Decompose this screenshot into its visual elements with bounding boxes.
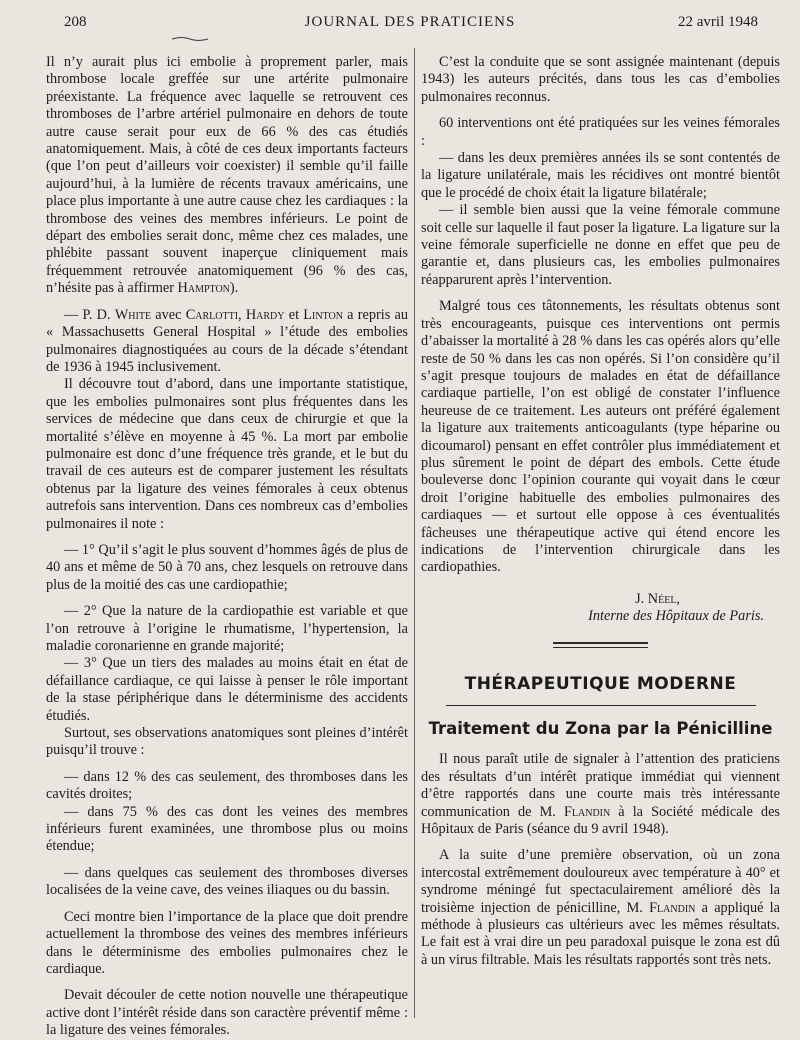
paragraph: — P. D. White avec Carlotti, Hardy et Linton a repris au « Massachusetts General Hospital » l’étude des embolies pulmonaires diagnostiquées au cours de la décade s’étendant de 1936 à 1945 inclusivement.: [46, 306, 408, 375]
paragraph: Malgré tous ces tâtonnements, les résultats obtenus sont très encourageants, puisque ces interventions ont permis d’abaisser la mortalité à 28 % dans les cas opérés alors qu’elle reste de 50 % dans les cas non opérés. Si l’on considère qu’il s’agit presque toujours de malades en état de défaillance cardiaque partielle, l’on est obligé de constater l’influence heureuse de ce traitement. Les auteurs ont préféré également la ligature aux traitements anticoagulants (type héparine ou dicoumarol) pensant en effet contrôler plus immédiatement et plus sûrement le point de départ des embols. Cette étude bouleverse donc l’opinion courante qui voyait dans le cœur droit l’origine habituelle des embolies pulmonaires des cardiaques — et surtout elle oppose à ces éventualités fâcheuses une thérapeutique active qui étend encore les indications de l’intervention chirurgicale dans les cardiopathies.: [421, 298, 780, 576]
paragraph: — 2° Que la nature de la cardiopathie est variable et que l’on retrouve à l’origine le rhumatisme, l’hypertension, la maladie coronarienne en grande majorité;: [46, 603, 408, 654]
section-divider: [553, 642, 648, 648]
author-name: Flandin: [563, 803, 611, 820]
paragraph: 60 interventions ont été pratiquées sur les veines fémorales :: [421, 115, 780, 149]
article-title: Traitement du Zona par la Pénicilline: [428, 719, 773, 738]
paragraph: — dans quelques cas seulement des thromboses diverses localisées de la veine cave, des veines iliaques ou du bassin.: [46, 864, 408, 899]
author-name: Hampton: [177, 280, 230, 297]
paragraph: Ceci montre bien l’importance de la place que doit prendre actuellement la thrombose des veines des membres inférieurs dans le déterminisme des embolies pulmonaires chez le cardiaque.: [46, 908, 408, 977]
paragraph: A la suite d’une première observation, où un zona intercostal extrêmement douloureux avec température à 40° et syndrome méningé fut spectaculairement amélioré dès la troisième injection de pénicilline, M. Flandin a appliqué la méthode à plusieurs cas ultérieurs avec les mêmes résultats. Le fait est à vrai dire un peu paradoxal puisque le zona est dû à un virus filtrable. Mais les résultats rapportés sont très nets.: [421, 847, 780, 968]
column-divider: [414, 48, 415, 1018]
paragraph: C’est la conduite que se sont assignée maintenant (depuis 1943) les auteurs précités, dans tous les cas d’embolies pulmonaires reconnus.: [421, 54, 780, 105]
page-number: 208: [64, 14, 87, 30]
paragraph: Il nous paraît utile de signaler à l’attention des praticiens des résultats d’un intérêt pratique immédiat qui viennent d’être rapportés dans une courte mais très intéressante communication de M. Flandin à la Société médicale des Hôpitaux de Paris (séance du 9 avril 1948).: [421, 751, 780, 838]
paragraph: — 1° Qu’il s’agit le plus souvent d’hommes âgés de plus de 40 ans et même de 50 à 70 ans, chez lesquels on retrouve dans plus de la moitié des cas une cardiopathie;: [46, 541, 408, 593]
paragraph: Il n’y aurait plus ici embolie à proprement parler, mais thrombose locale greffée sur une artérite pulmonaire préexistante. La fréquence avec laquelle se retrouvent ces thromboses de l’arbre artériel pulmonaire en dehors de toute autre cause serait pour eux de 66 % des cas étudiés anatomiquement. Mais, à côté de ces deux importants facteurs (que l’on peut d’ailleurs voir coexister) il semble qu’il faille aujourd’hui, à la lumière de récents travaux américains, une place plus importante à une autre cause chez les cardiaques : la thrombose des veines des membres inférieurs. Le point de départ des embolies serait donc, même chez ces malades, une phlébite passant souvent inaperçue cliniquement mais fréquemment retrouvée anatomiquement (96 % des cas, n’hésite pas à affirmer Hampton).: [46, 54, 408, 297]
paragraph: — dans les deux premières années ils se sont contentés de la ligature unilatérale, mais les récidives ont montré bientôt que le procédé de choix était la ligature bilatérale;: [421, 150, 780, 201]
paragraph: Il découvre tout d’abord, dans une importante statistique, que les embolies pulmonaires sont plus fréquentes dans les services de médecine que dans ceux de chirurgie et que la mortalité s’élève en moyenne à 45 %. La mort par embolie pulmonaire est donc d’une fréquence très grande, et le but du travail de ces auteurs est de comparer justement les résultats obtenus par la ligature des veines fémorales à ceux obtenus autrefois sans intervention. Dans ces nombreux cas d’embolies pulmonaires il note :: [46, 376, 408, 532]
page-header: [50, 8, 770, 38]
paragraph: Devait découler de cette notion nouvelle une thérapeutique active dont l’intérêt réside dans son caractère préventif même : la ligature des veines fémorales.: [46, 987, 408, 1039]
author-name: Flandin: [649, 899, 696, 916]
author-name: Linton: [303, 306, 343, 323]
journal-title: JOURNAL DES PRATICIENS: [304, 14, 516, 30]
section-rule: [446, 705, 756, 706]
paragraph: — 3° Que un tiers des malades au moins était en état de défaillance cardiaque, ce qui laisse à penser le rôle important de la stase périphérique dans le déterminisme des accidents étudiés.: [46, 655, 408, 724]
signature-name: J. Néel,: [635, 590, 680, 607]
signature-role: Interne des Hôpitaux de Paris.: [588, 608, 764, 625]
section-title: THÉRAPEUTIQUE MODERNE: [464, 673, 737, 694]
paragraph: — dans 75 % des cas dont les veines des membres inférieurs furent examinées, une thrombose plus ou moins étendue;: [46, 803, 408, 855]
paragraph: — il semble bien aussi que la veine fémorale commune soit celle sur laquelle il faut poser la ligature. La ligature sur la veine fémorale superficielle ne donne en effet que peu de garantie et, dans plusieurs cas, les embolies pulmonaires réapparurent après l’intervention.: [421, 202, 780, 288]
header-ornament: [170, 36, 210, 42]
author-name: Carlotti: [185, 306, 239, 323]
left-column: [46, 54, 408, 1040]
author-name: Hardy: [245, 306, 285, 323]
signature: [421, 591, 780, 626]
right-column: [421, 54, 780, 969]
paragraph: — dans 12 % des cas seulement, des thromboses dans les cavités droites;: [46, 768, 408, 803]
paragraph: Surtout, ses observations anatomiques sont pleines d’intérêt puisqu’il trouve :: [46, 725, 408, 759]
issue-date: 22 avril 1948: [678, 14, 758, 30]
author-name: White: [114, 306, 152, 323]
